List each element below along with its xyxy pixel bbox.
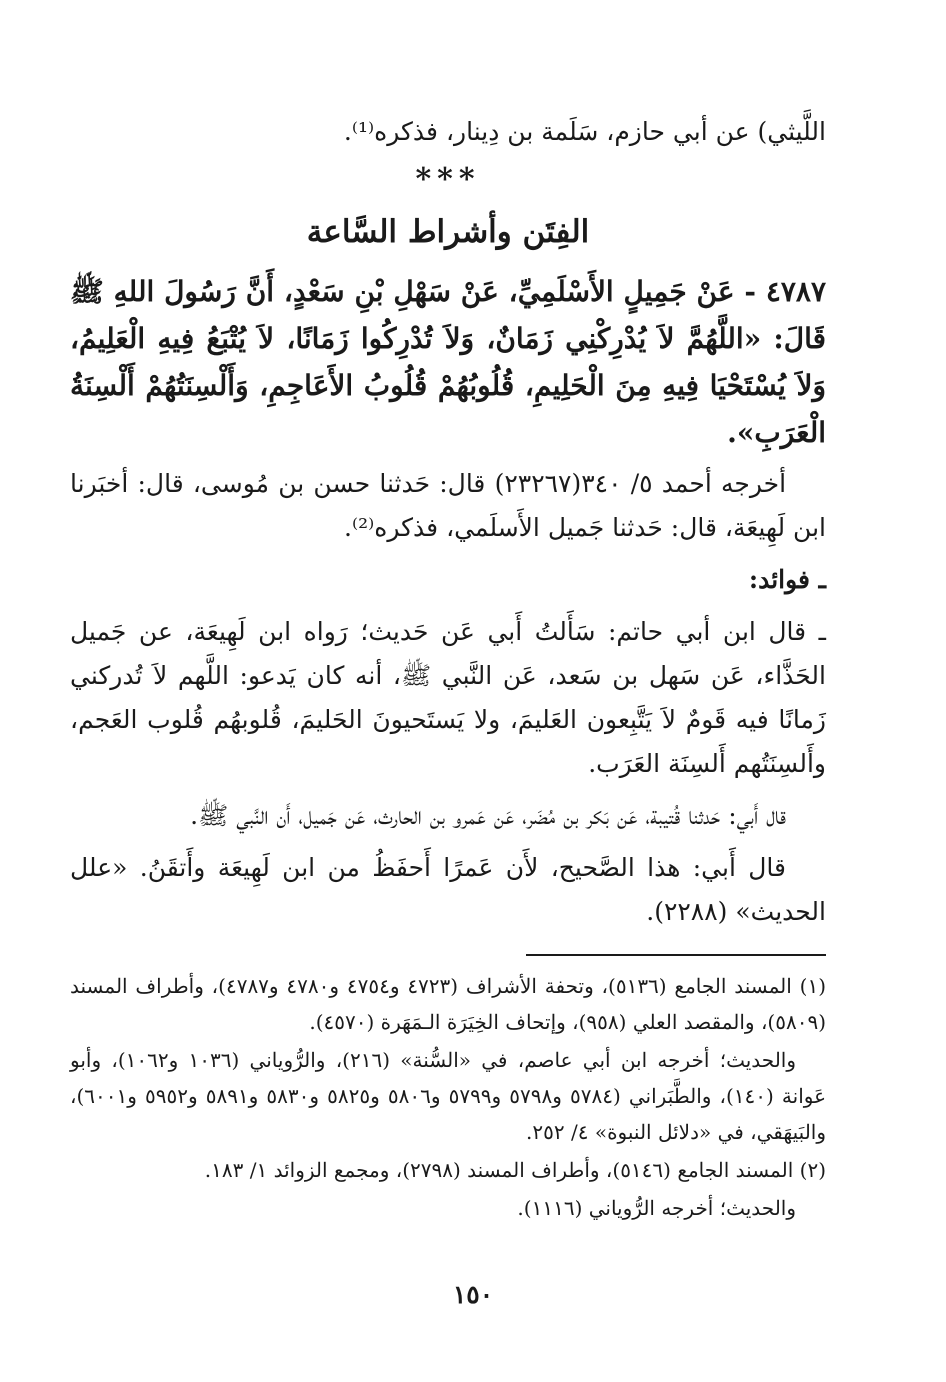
footnote-1-continued: والحديث؛ أخرجه ابن أبي عاصم، في «السُّنة» (٢١٦)، والرُّوياني (١٠٣٦ و١٠٦٢)، وأبو عَوانة (١٤٠)، والطَّبَراني (٥٧٨٤ و٥٧٩٨ و٥٧٩٩ و٥٨٠٦ و٥٨٢٥ و٥٨٣٠ و٥٨٩١ و٥٩٥٢ و٦٠٠١)، والبَيهَقي، في «دلائل النبوة» ٤/ ٢٥٢. [70,1048,827,1144]
takhrij-paragraph: أخرجه أحمد ٥/ ٣٤٠(٢٣٢٦٧) قال: حَدثنا حسن بن مُوسى، قال: أخبَرنا ابن لَهِيعَة، قال: حَدثنا جَميل الأَسلَمي، فذكره⁽²⁾. [70,469,826,542]
section-separator: *** [415,162,481,197]
fawaid-paragraph-1: ـ قال ابن أبي حاتم: سَأَلتُ أَبي عَن حَديث؛ رَواه ابن لَهِيعَة، عن جَميل الحَذَّاء، عَن سَهل بن سَعد، عَن النَّبي ﷺ، أنه كان يَدعو: اللَّهم لاَ تُدركني زَمانًا فيه قَومٌ لاَ يَتَّبِعون العَليمَ، ولا يَستَحيونَ الحَليمَ، قُلوبهُم قُلوب العَجم، وأَلسِنَتُهم أَلسِنَة العَرَب. [70,617,826,778]
page-number: ١٥٠ [452,1280,494,1309]
fawaid-paragraph-3: قال أَبي: هذا الصَّحيح، لأَن عَمرًا أَحفَظُ من ابن لَهِيعَة وأَتقَنُ. «علل الحديث» (٢٢٨٨). [70,853,826,926]
footnote-separator [526,954,826,956]
footnote-1: (١) المسند الجامع (٥١٣٦)، وتحفة الأشراف (٤٧٢٣ و٤٧٥٤ و٤٧٨٠ و٤٧٨٧)، وأطراف المسند (٥٨٠٩)، والمقصد العلي (٩٥٨)، وإتحاف الخِيَرَة الـمَهَرة (٤٥٧٠). [70,974,827,1034]
footnote-2: (٢) المسند الجامع (٥١٤٦)، وأطراف المسند (٢٧٩٨)، ومجمع الزوائد ١/ ١٨٣. [204,1158,826,1182]
chapter-title: الفِتَن وأشراط السَّاعة [306,214,590,250]
fawaid-paragraph-2: قال أَبي: حَدثنا قُتيبة، عَن بَكر بن مُضَر، عَن عَمرو بن الحارث، عَن جَميل، أَن النَّبي ﷺ. [190,801,786,830]
hadith-number: ٤٧٨٧ [765,275,826,308]
footnote-2-continued: والحديث؛ أخرجه الرُّوياني (١١١٦). [517,1196,796,1220]
fawaid-heading: ـ فوائد: [748,565,826,594]
continuation-line: اللَّيثي) عن أبي حازم، سَلَمة بن دِينار، فذكره⁽¹⁾. [343,117,826,146]
hadith-text [70,268,826,456]
hadith-body: - عَنْ جَمِيلٍ الأَسْلَمِيِّ، عَنْ سَهْلِ بْنِ سَعْدٍ، أَنَّ رَسُولَ اللهِ ﷺ قَالَ: «اللَّهُمَّ لاَ يُدْرِكْنِي زَمَانٌ، وَلاَ تُدْرِكُوا زَمَانًا، لاَ يُتْبَعُ فِيهِ الْعَلِيمُ، وَلاَ يُسْتَحْيَا فِيهِ مِنَ الْحَلِيمِ، قُلُوبُهُمْ قُلُوبُ الأَعَاجِمِ، وَأَلْسِنَتُهُمْ أَلْسِنَةُ الْعَرَبِ». [70,275,826,449]
